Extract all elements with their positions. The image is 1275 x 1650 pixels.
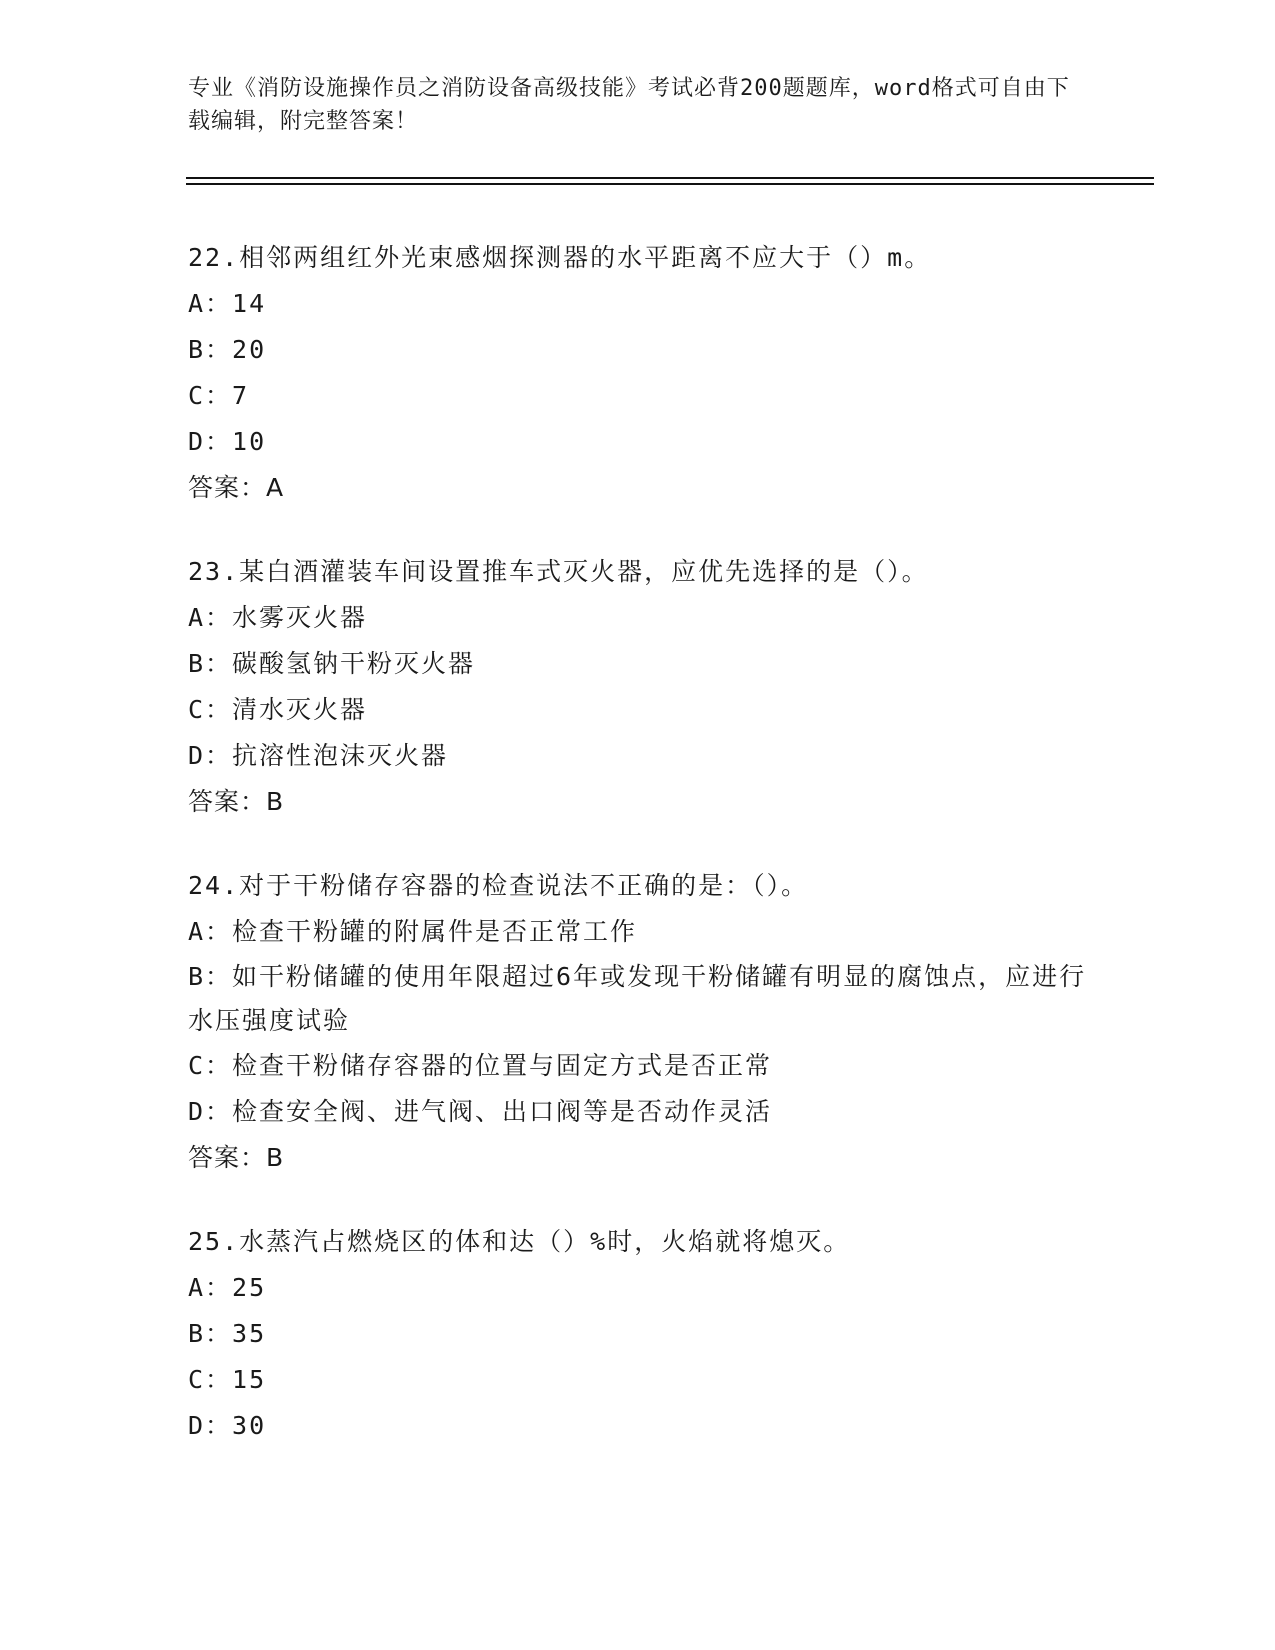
option-a: A：检查干粉罐的附属件是否正常工作 bbox=[188, 917, 638, 946]
option-c: C：7 bbox=[188, 381, 250, 410]
question-stem: 24.对于干粉储存容器的检查说法不正确的是：（）。 bbox=[188, 871, 809, 900]
question-23 bbox=[188, 549, 1108, 825]
header-divider-bottom bbox=[186, 183, 1154, 185]
document-header: 专业《消防设施操作员之消防设备高级技能》考试必背200题题库，word格式可自由下载编辑，附完整答案！ bbox=[188, 76, 1070, 134]
question-stem: 25.水蒸汽占燃烧区的体和达（）%时，火焰就将熄灭。 bbox=[188, 1227, 851, 1256]
option-a: A：14 bbox=[188, 289, 267, 318]
option-b: B：20 bbox=[188, 335, 267, 364]
option-a: A：水雾灭火器 bbox=[188, 603, 368, 632]
option-c: C：15 bbox=[188, 1365, 267, 1394]
option-b: B：35 bbox=[188, 1319, 267, 1348]
option-a: A：25 bbox=[188, 1273, 267, 1302]
option-d: D：10 bbox=[188, 427, 267, 456]
option-b: B：碳酸氢钠干粉灭火器 bbox=[188, 649, 476, 678]
question-25 bbox=[188, 1219, 1108, 1449]
question-list bbox=[188, 235, 1108, 1487]
question-24 bbox=[188, 863, 1108, 1181]
header-divider-top bbox=[186, 177, 1154, 179]
question-stem: 23.某白酒灌装车间设置推车式灭火器，应优先选择的是（）。 bbox=[188, 557, 929, 586]
answer: 答案：B bbox=[188, 1143, 285, 1172]
option-b: B：如干粉储罐的使用年限超过6年或发现干粉储罐有明显的腐蚀点，应进行水压强度试验 bbox=[188, 962, 1087, 1035]
option-c: C：清水灭火器 bbox=[188, 695, 368, 724]
answer: 答案：A bbox=[188, 473, 285, 502]
question-22 bbox=[188, 235, 1108, 511]
option-d: D：抗溶性泡沫灭火器 bbox=[188, 741, 449, 770]
option-d: D：检查安全阀、进气阀、出口阀等是否动作灵活 bbox=[188, 1097, 773, 1126]
answer: 答案：B bbox=[188, 787, 285, 816]
question-stem: 22.相邻两组红外光束感烟探测器的水平距离不应大于（）m。 bbox=[188, 243, 932, 272]
option-d: D：30 bbox=[188, 1411, 267, 1440]
option-c: C：检查干粉储存容器的位置与固定方式是否正常 bbox=[188, 1051, 773, 1080]
